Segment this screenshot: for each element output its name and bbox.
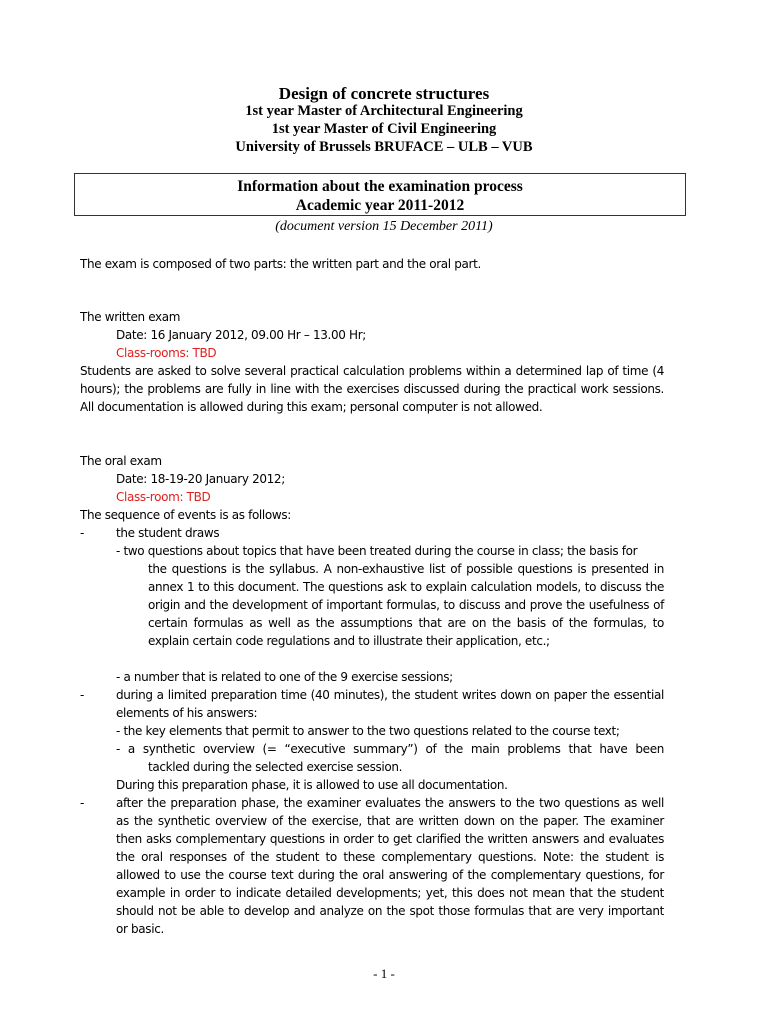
program-line-architectural: 1st year Master of Architectural Engineering <box>245 103 523 119</box>
written-exam-paragraph: Students are asked to solve several practical calculation problems within a determined lap of time (4 hours); the problems are fully in line with the exercises discussed during the practical work sessions. All documentation is allowed during this exam; personal computer is not allowed. <box>80 364 664 414</box>
oral-exam-room: Class-room: TBD <box>116 490 211 504</box>
document-title: Design of concrete structures <box>278 84 490 103</box>
list-item-preparation: during a limited preparation time (40 minutes), the student writes down on paper the essential elements of his answers: <box>116 688 664 720</box>
sub-item-two-questions-cont: the questions is the syllabus. A non-exhaustive list of possible questions is presented in annex 1 to this document. The questions ask to explain calculation models, to discuss the origin and the development of important formulas, to discuss and prove the usefulness of certain formulas as well as the assumptions that are on the basis of the formulas, to explain certain code regulations and to illustrate their application, etc.; <box>148 562 664 648</box>
written-exam-date: Date: 16 January 2012, 09.00 Hr – 13.00 Hr; <box>116 328 366 342</box>
intro-text: The exam is composed of two parts: the written part and the oral part. <box>80 257 481 271</box>
written-exam-heading: The written exam <box>80 310 181 324</box>
academic-year: Academic year 2011-2012 <box>295 197 465 214</box>
page-number: - 1 - <box>373 966 395 981</box>
oral-exam-date: Date: 18-19-20 January 2012; <box>116 472 285 486</box>
sub-item-synthetic-overview-cont: tackled during the selected exercise session. <box>148 760 403 774</box>
sub-item-key-elements: - the key elements that permit to answer to the two questions related to the course text; <box>116 724 620 738</box>
sub-item-synthetic-overview: - a synthetic overview (= “executive summary”) of the main problems that have been <box>116 742 664 756</box>
written-exam-rooms: Class-rooms: TBD <box>116 346 217 360</box>
info-box-title: Information about the examination process <box>237 178 523 195</box>
document-version: (document version 15 December 2011) <box>275 219 493 234</box>
university-line: University of Brussels BRUFACE – ULB – VUB <box>235 139 533 155</box>
list-dash: - <box>80 796 84 810</box>
list-dash: - <box>80 688 84 702</box>
sequence-intro: The sequence of events is as follows: <box>80 508 291 522</box>
program-line-civil: 1st year Master of Civil Engineering <box>271 121 497 137</box>
sub-item-exercise-number: - a number that is related to one of the 9 exercise sessions; <box>116 670 453 684</box>
oral-exam-heading: The oral exam <box>80 454 162 468</box>
list-item-draws: the student draws <box>116 526 220 540</box>
preparation-note: During this preparation phase, it is allowed to use all documentation. <box>116 778 508 792</box>
info-box <box>74 173 686 216</box>
sub-item-two-questions: - two questions about topics that have been treated during the course in class; the basis for <box>116 544 638 558</box>
list-dash: - <box>80 526 84 540</box>
list-item-evaluation: after the preparation phase, the examiner evaluates the answers to the two questions as well as the synthetic overview of the exercise, that are written down on the paper. The examiner then asks complementary questions in order to get clarified the written answers and evaluates the oral responses of the student to these complementary questions. Note: the student is allowed to use the course text during the oral answering of the complementary questions, for example in order to indicate detailed developments; yet, this does not mean that the student should not be able to develop and analyze on the spot those formulas that are very important or basic. <box>116 796 664 936</box>
